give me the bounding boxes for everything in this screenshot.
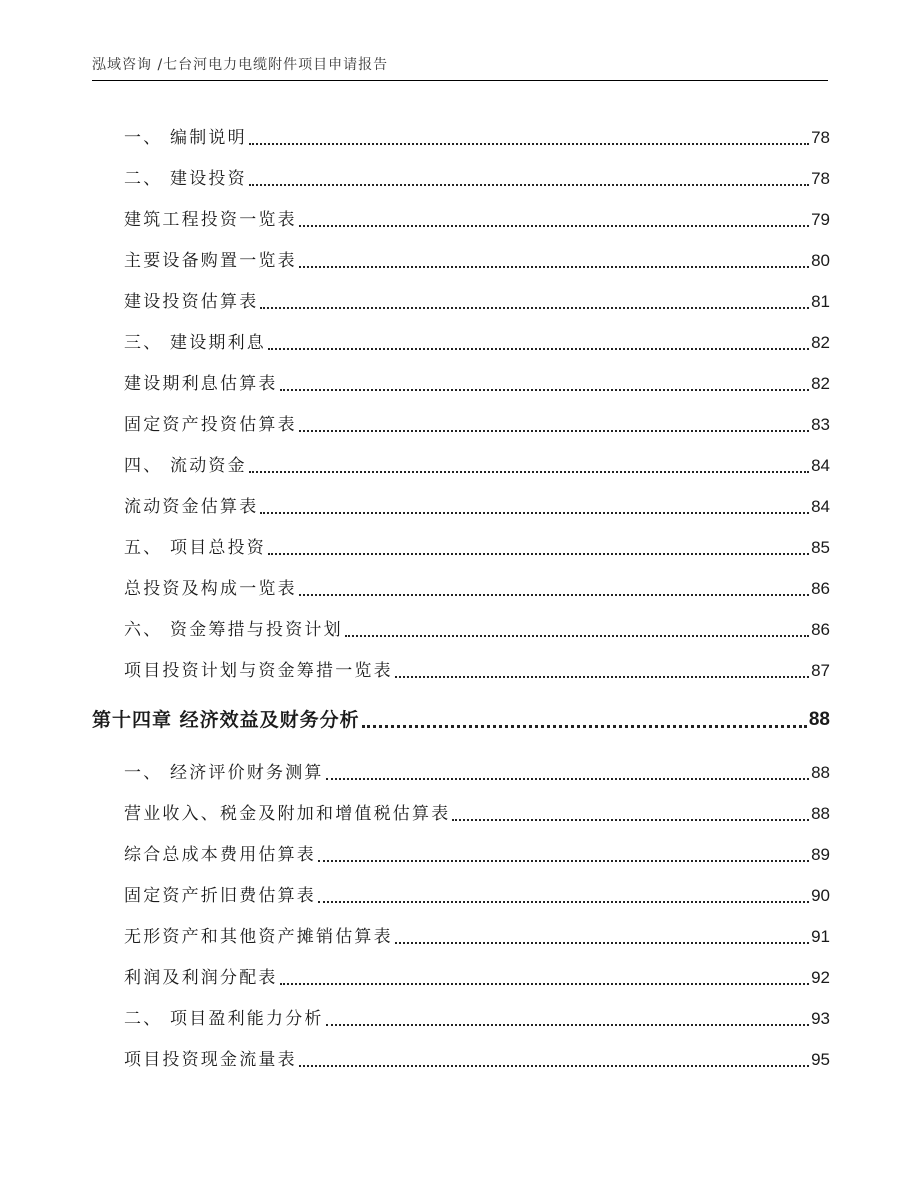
toc-entry[interactable]: [124, 574, 830, 600]
toc-entry[interactable]: [124, 246, 830, 272]
toc-page-number: 82: [811, 374, 830, 393]
toc-page-number: 86: [811, 579, 830, 598]
dot-leader: [268, 553, 809, 555]
dot-leader: [260, 512, 809, 514]
toc-entry-title: 无形资产和其他资产摊销估算表: [124, 927, 393, 947]
toc-entry-title: 六、 资金筹措与投资计划: [124, 620, 343, 640]
toc-page-number: 82: [811, 333, 830, 352]
toc-entry-title: 流动资金估算表: [124, 497, 259, 517]
toc-entry-title: 固定资产投资估算表: [124, 415, 297, 435]
toc-entry[interactable]: [124, 758, 830, 784]
toc-page-number: 92: [811, 968, 830, 987]
toc-page-number: 88: [811, 804, 830, 823]
dot-leader: [452, 819, 809, 821]
toc-page-number: 89: [811, 845, 830, 864]
dot-leader: [249, 471, 809, 473]
toc-page-number: 78: [811, 128, 830, 147]
toc-entry[interactable]: [124, 922, 830, 948]
toc-page-number: 88: [811, 763, 830, 782]
toc-page-number: 78: [811, 169, 830, 188]
dot-leader: [299, 266, 809, 268]
toc-entry[interactable]: [124, 123, 830, 149]
toc-chapter-entry[interactable]: [92, 703, 830, 733]
toc-entry[interactable]: [124, 881, 830, 907]
toc-entry[interactable]: [124, 164, 830, 190]
toc-entry-title: 五、 项目总投资: [124, 538, 267, 558]
toc-page-number: 87: [811, 661, 830, 680]
toc-page-number: 84: [811, 456, 830, 475]
dot-leader: [260, 307, 809, 309]
dot-leader: [299, 1065, 809, 1067]
dot-leader: [280, 983, 809, 985]
toc-chapter-title: 第十四章 经济效益及财务分析: [92, 709, 360, 731]
dot-leader: [395, 942, 809, 944]
toc-page-number: 85: [811, 538, 830, 557]
dot-leader: [318, 860, 809, 862]
running-header: 泓域咨询 /七台河电力电缆附件项目申请报告: [92, 57, 389, 73]
toc-entry[interactable]: [124, 656, 830, 682]
toc-entry[interactable]: [124, 369, 830, 395]
toc-entry[interactable]: [124, 799, 830, 825]
toc-entry-title: 项目投资现金流量表: [124, 1050, 297, 1070]
dot-leader: [362, 725, 807, 728]
toc-entry[interactable]: [124, 410, 830, 436]
dot-leader: [299, 225, 809, 227]
toc-entry[interactable]: [124, 1004, 830, 1030]
toc-page-number: 81: [811, 292, 830, 311]
toc-entry-title: 一、 编制说明: [124, 128, 247, 148]
dot-leader: [318, 901, 809, 903]
toc-entry-title: 一、 经济评价财务测算: [124, 763, 324, 783]
toc-entry[interactable]: [124, 451, 830, 477]
toc-entry-title: 主要设备购置一览表: [124, 251, 297, 271]
toc-entry-title: 项目投资计划与资金筹措一览表: [124, 661, 393, 681]
toc-page-number: 83: [811, 415, 830, 434]
toc-entry-title: 三、 建设期利息: [124, 333, 267, 353]
toc-entry[interactable]: [124, 1045, 830, 1071]
toc-entry[interactable]: [124, 963, 830, 989]
toc-page-number: 86: [811, 620, 830, 639]
dot-leader: [326, 778, 809, 780]
dot-leader: [299, 594, 809, 596]
dot-leader: [326, 1024, 809, 1026]
toc-entry-title: 总投资及构成一览表: [124, 579, 297, 599]
toc-entry[interactable]: [124, 840, 830, 866]
toc-entry[interactable]: [124, 287, 830, 313]
dot-leader: [249, 143, 809, 145]
toc-page-number: 91: [811, 927, 830, 946]
toc-entry[interactable]: [124, 492, 830, 518]
toc-entry-title: 固定资产折旧费估算表: [124, 886, 316, 906]
toc-entry[interactable]: [124, 205, 830, 231]
dot-leader: [345, 635, 809, 637]
toc-page-number: 90: [811, 886, 830, 905]
toc-entry-title: 二、 项目盈利能力分析: [124, 1009, 324, 1029]
toc-page-number: 93: [811, 1009, 830, 1028]
toc-entry-title: 二、 建设投资: [124, 169, 247, 189]
toc-page-number: 84: [811, 497, 830, 516]
toc-entry-title: 利润及利润分配表: [124, 968, 278, 988]
toc-page-number: 88: [808, 709, 830, 730]
toc-page-number: 79: [811, 210, 830, 229]
toc-entry-title: 建设投资估算表: [124, 292, 259, 312]
dot-leader: [268, 348, 809, 350]
toc-entry-title: 营业收入、税金及附加和增值税估算表: [124, 804, 451, 824]
toc-entry[interactable]: [124, 328, 830, 354]
dot-leader: [280, 389, 809, 391]
dot-leader: [395, 676, 809, 678]
toc-entry-title: 四、 流动资金: [124, 456, 247, 476]
toc-page-number: 80: [811, 251, 830, 270]
toc-page-number: 95: [811, 1050, 830, 1069]
toc-entry-title: 建筑工程投资一览表: [124, 210, 297, 230]
toc-entry[interactable]: [124, 533, 830, 559]
toc-entry[interactable]: [124, 615, 830, 641]
dot-leader: [299, 430, 809, 432]
dot-leader: [249, 184, 809, 186]
toc-entry-title: 建设期利息估算表: [124, 374, 278, 394]
toc-entry-title: 综合总成本费用估算表: [124, 845, 316, 865]
